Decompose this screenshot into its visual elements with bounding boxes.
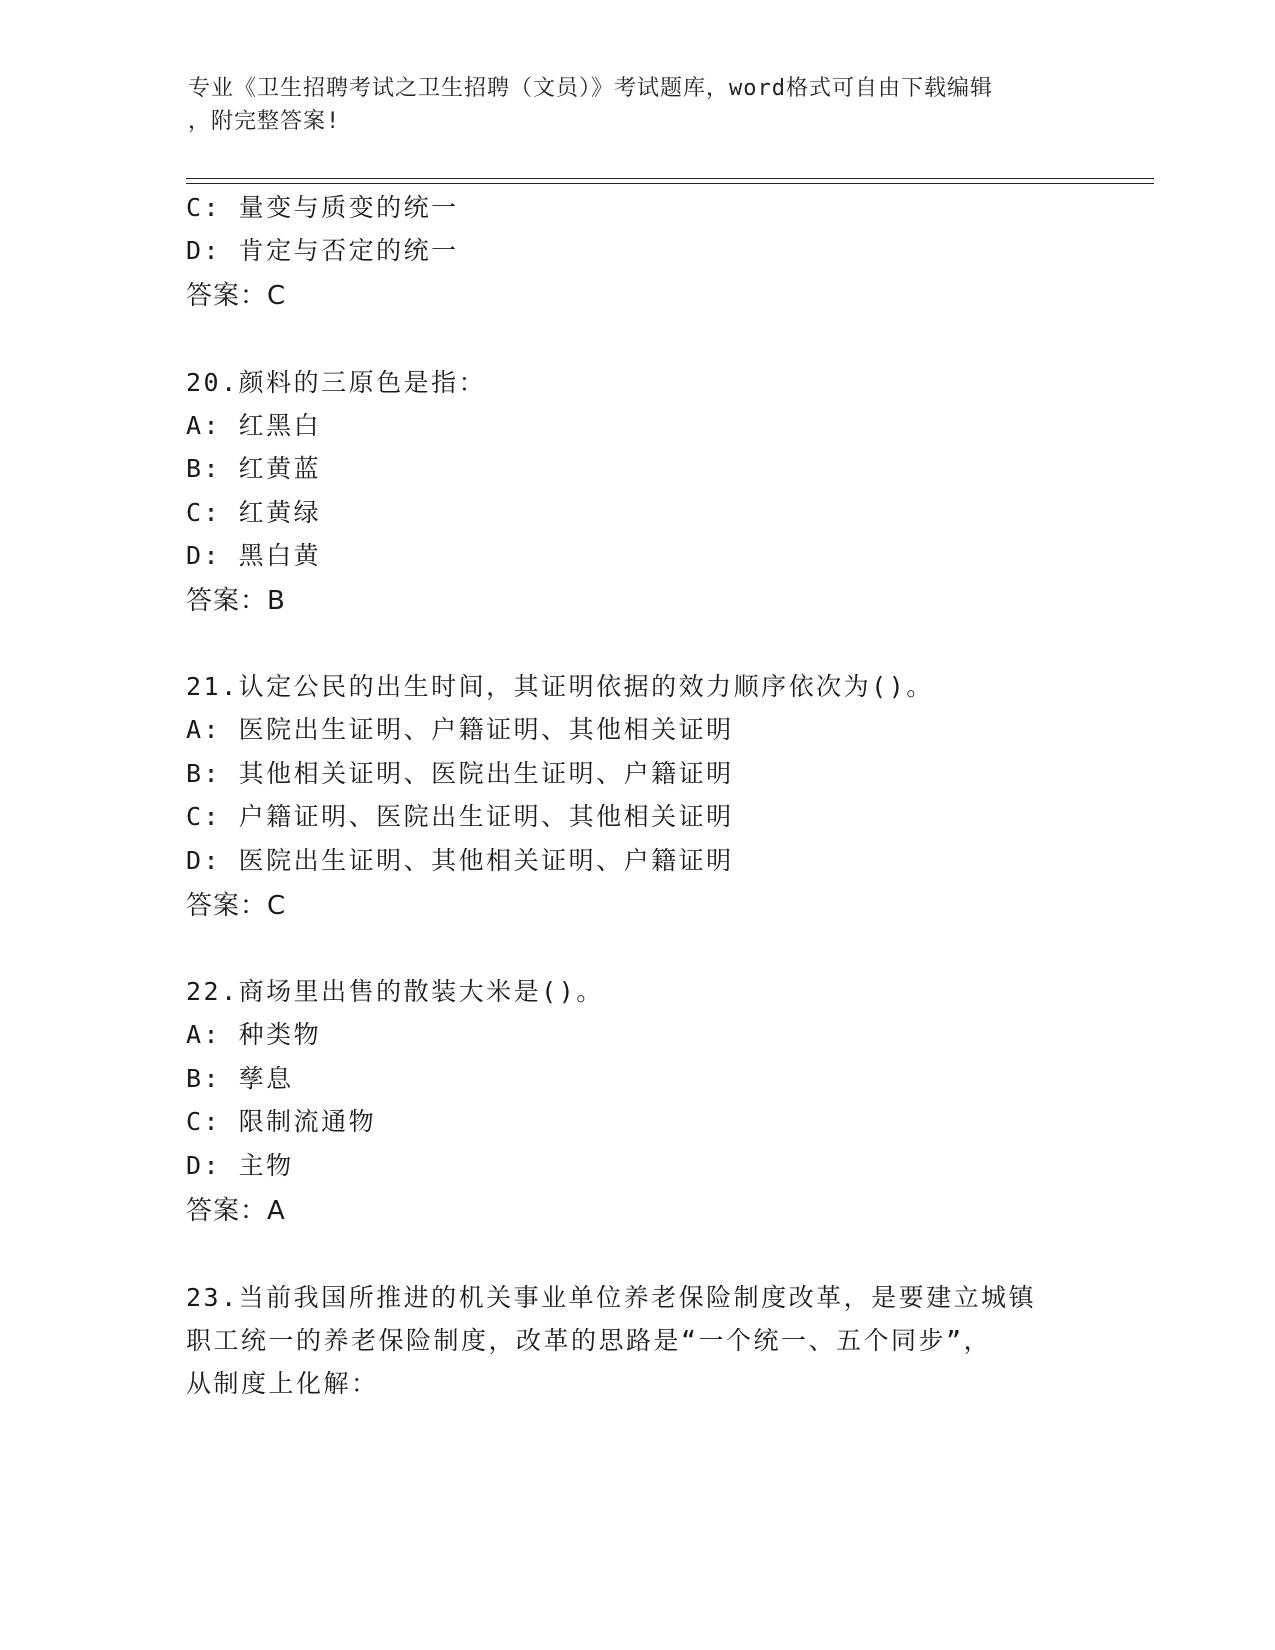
q20-option-a: A: 红黑白 xyxy=(186,411,322,440)
header-divider-top xyxy=(186,178,1154,179)
document-header xyxy=(188,72,1088,138)
q21-stem: 21.认定公民的出生时间，其证明依据的效力顺序依次为()。 xyxy=(186,672,934,701)
q20-answer: 答案：B xyxy=(186,586,286,616)
header-title-line-2: ，附完整答案! xyxy=(188,109,341,134)
prev-answer: 答案：C xyxy=(186,281,287,311)
q23-stem-line-2: 职工统一的养老保险制度，改革的思路是“一个统一、五个同步”， xyxy=(186,1326,992,1355)
prev-option-d: D: 肯定与否定的统一 xyxy=(186,236,459,265)
q22-option-c: C: 限制流通物 xyxy=(186,1107,377,1136)
q20-stem: 20.颜料的三原色是指： xyxy=(186,368,487,397)
q21-option-d: D: 医院出生证明、其他相关证明、户籍证明 xyxy=(186,846,734,875)
q22-answer: 答案：A xyxy=(186,1196,286,1226)
q23-stem-line-3: 从制度上化解： xyxy=(186,1369,379,1398)
q21-option-c: C: 户籍证明、医院出生证明、其他相关证明 xyxy=(186,802,734,831)
q22-option-b: B: 孳息 xyxy=(186,1064,294,1093)
q20-option-d: D: 黑白黄 xyxy=(186,541,322,570)
q20-option-c: C: 红黄绿 xyxy=(186,498,322,527)
q22-stem: 22.商场里出售的散装大米是()。 xyxy=(186,977,604,1006)
q22-option-d: D: 主物 xyxy=(186,1151,294,1180)
header-title-line-1: 专业《卫生招聘考试之卫生招聘（文员）》考试题库，word格式可自由下载编辑 xyxy=(188,76,993,101)
q21-option-b: B: 其他相关证明、医院出生证明、户籍证明 xyxy=(186,759,734,788)
q21-option-a: A: 医院出生证明、户籍证明、其他相关证明 xyxy=(186,715,734,744)
q22-option-a: A: 种类物 xyxy=(186,1020,322,1049)
q21-answer: 答案：C xyxy=(186,891,287,921)
q20-option-b: B: 红黄蓝 xyxy=(186,454,322,483)
q23-stem-line-1: 23.当前我国所推进的机关事业单位养老保险制度改革，是要建立城镇 xyxy=(186,1283,1037,1312)
prev-option-c: C: 量变与质变的统一 xyxy=(186,193,459,222)
header-divider-bottom xyxy=(186,183,1154,184)
